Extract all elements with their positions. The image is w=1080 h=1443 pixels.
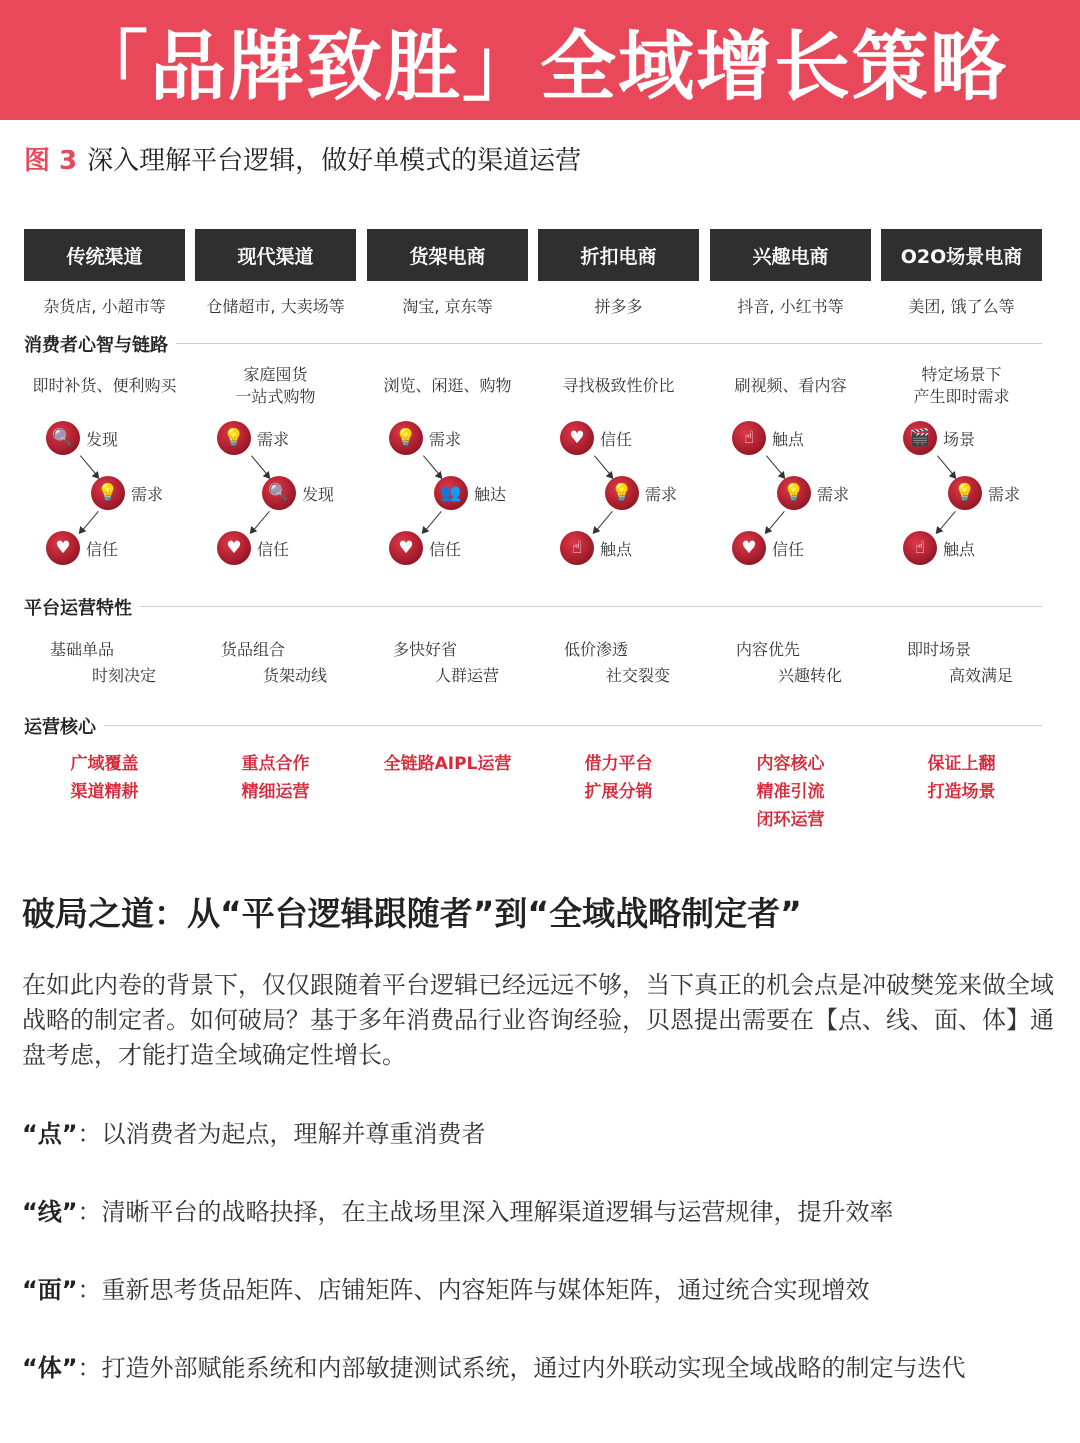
platform-feature: 货架动线 [263, 666, 328, 685]
platform-feature: 高效满足 [949, 666, 1014, 685]
article-paragraph: 在如此内卷的背景下，仅仅跟随着平台逻辑已经远远不够，当下真正的机会点是冲破樊笼来做全域战略的制定者。如何破局？基于多年消费品行业咨询经验，贝恩提出需要在【点、线、面、体】通盘考虑，才能打造全域确定性增长。 [22, 971, 1054, 1069]
figure-label: 图 3 [24, 146, 78, 176]
mind-text: 家庭囤货 [243, 365, 308, 384]
flow-node-label: 信任 [600, 429, 633, 449]
platform-feature: 货品组合 [221, 640, 286, 659]
operation-core: 精细运营 [241, 782, 310, 802]
mind-text: 浏览、闲逛、购物 [383, 376, 512, 395]
lightbulb-icon: 💡 [605, 476, 639, 510]
mind-text: 产生即时需求 [913, 387, 1010, 406]
flow-arrow [80, 511, 99, 533]
flow-node-label: 需求 [257, 429, 290, 449]
flow-node-label: 发现 [86, 429, 119, 449]
channel-examples: 美团, 饿了么等 [908, 297, 1015, 316]
platform-feature: 社交裂变 [606, 666, 671, 685]
figure-caption [24, 140, 581, 177]
point-key: “体” [22, 1354, 78, 1382]
flow-arrow [594, 455, 613, 477]
section-title-mind: 消费者心智与链路 [24, 331, 176, 357]
operation-core: 渠道精耕 [70, 782, 139, 802]
channel-examples: 仓储超市, 大卖场等 [206, 297, 345, 316]
heart-icon: ♥ [560, 421, 594, 455]
flow-node-label: 触点 [600, 539, 633, 559]
heart-icon: ♥ [217, 531, 251, 565]
mind-text: 特定场景下 [921, 365, 1002, 384]
article-title: 破局之道：从“平台逻辑跟随者”到“全域战略制定者” [22, 894, 802, 933]
clapperboard-icon: 🎬 [903, 421, 937, 455]
hand-pointer-icon: ☝ [560, 531, 594, 565]
point-key: “面” [22, 1276, 78, 1304]
flow-arrow [937, 455, 956, 477]
point-key: “点” [22, 1120, 78, 1148]
channel-header: 传统渠道 [24, 229, 185, 281]
platform-feature: 内容优先 [736, 640, 801, 659]
flow-node-label: 发现 [302, 484, 335, 504]
flow-node [389, 421, 461, 455]
flow-arrow [251, 511, 270, 533]
flow-node-label: 需求 [645, 484, 678, 504]
channel-header: 现代渠道 [195, 229, 356, 281]
lightbulb-icon: 💡 [217, 421, 251, 455]
flow-arrow [766, 511, 785, 533]
operation-core: 内容核心 [756, 754, 825, 774]
channel-header: O2O场景电商 [881, 229, 1042, 281]
operation-core: 精准引流 [756, 782, 825, 802]
mind-text: 即时补货、便利购买 [32, 376, 177, 395]
flow-node-label: 信任 [257, 539, 290, 559]
point-dot [22, 1114, 486, 1149]
flow-node [732, 421, 804, 455]
header-banner [0, 0, 1080, 120]
operation-core: 广域覆盖 [70, 754, 139, 774]
flow-node-label: 需求 [429, 429, 462, 449]
flow-node [903, 421, 975, 455]
platform-feature: 多快好省 [393, 640, 458, 659]
flow-node-label: 需求 [817, 484, 850, 504]
flow-arrow [251, 455, 270, 477]
section-divider [24, 606, 1042, 607]
point-body [22, 1348, 966, 1383]
platform-feature: 兴趣转化 [778, 666, 843, 685]
flow-node-label: 场景 [943, 429, 976, 449]
flow-node-label: 触点 [943, 539, 976, 559]
platform-feature: 人群运营 [435, 666, 500, 685]
section-title-platform: 平台运营特性 [24, 594, 140, 620]
point-text: ：清晰平台的战略抉择，在主战场里深入理解渠道逻辑与运营规律，提升效率 [77, 1198, 894, 1226]
platform-feature: 低价渗透 [564, 640, 629, 659]
flow-arrow [937, 511, 956, 533]
flow-arrow [423, 511, 442, 533]
point-text: ：以消费者为起点，理解并尊重消费者 [77, 1120, 486, 1148]
hand-pointer-icon: ☝ [732, 421, 766, 455]
search-icon: 🔍 [46, 421, 80, 455]
heart-icon: ♥ [732, 531, 766, 565]
channel-examples: 杂货店, 小超市等 [43, 297, 166, 316]
operation-core: 全链路AIPL运营 [383, 754, 512, 774]
flow-node-label: 信任 [86, 539, 119, 559]
flow-node-label: 需求 [131, 484, 164, 504]
channel-header: 兴趣电商 [710, 229, 871, 281]
flow-node [91, 476, 163, 510]
point-text: ：打造外部赋能系统和内部敏捷测试系统，通过内外联动实现全域战略的制定与迭代 [77, 1354, 966, 1382]
flow-node-label: 信任 [772, 539, 805, 559]
figure-caption-text: 深入理解平台逻辑，做好单模式的渠道运营 [87, 146, 582, 176]
section-divider [24, 725, 1042, 726]
point-key: “线” [22, 1198, 78, 1226]
point-line [22, 1192, 894, 1227]
flow-node [434, 476, 506, 510]
flow-arrow [766, 455, 785, 477]
heart-icon: ♥ [389, 531, 423, 565]
flow-arrow [423, 455, 442, 477]
flow-node [262, 476, 334, 510]
channel-examples: 淘宝, 京东等 [402, 297, 493, 316]
operation-core: 闭环运营 [756, 810, 825, 830]
section-title-core: 运营核心 [24, 713, 104, 739]
operation-core: 保证上翻 [927, 754, 996, 774]
search-icon: 🔍 [262, 476, 296, 510]
operation-core: 打造场景 [927, 782, 996, 802]
flow-node-label: 需求 [988, 484, 1021, 504]
flow-node [605, 476, 677, 510]
flow-node [777, 476, 849, 510]
flow-node-label: 触点 [772, 429, 805, 449]
operation-core: 扩展分销 [584, 782, 653, 802]
flow-node [560, 421, 632, 455]
flow-node [948, 476, 1020, 510]
section-divider [24, 343, 1042, 344]
banner-title: 「品牌致胜」全域增长策略 [72, 21, 1008, 111]
operation-core: 借力平台 [584, 754, 653, 774]
mind-text: 一站式购物 [235, 387, 316, 406]
flow-arrow [80, 455, 99, 477]
platform-feature: 基础单品 [50, 640, 115, 659]
lightbulb-icon: 💡 [948, 476, 982, 510]
flow-arrow [594, 511, 613, 533]
flow-node [217, 421, 289, 455]
platform-feature: 即时场景 [907, 640, 972, 659]
hand-pointer-icon: ☝ [903, 531, 937, 565]
lightbulb-icon: 💡 [91, 476, 125, 510]
flow-node [46, 421, 118, 455]
channel-header: 货架电商 [367, 229, 528, 281]
point-surface [22, 1270, 870, 1305]
people-icon: 👥 [434, 476, 468, 510]
mind-text: 寻找极致性价比 [562, 376, 675, 395]
heart-icon: ♥ [46, 531, 80, 565]
mind-text: 刷视频、看内容 [734, 376, 847, 395]
channel-header: 折扣电商 [538, 229, 699, 281]
lightbulb-icon: 💡 [389, 421, 423, 455]
operation-core: 重点合作 [241, 754, 310, 774]
platform-feature: 时刻决定 [92, 666, 157, 685]
channel-examples: 拼多多 [594, 297, 643, 316]
lightbulb-icon: 💡 [777, 476, 811, 510]
channel-examples: 抖音, 小红书等 [737, 297, 844, 316]
flow-node-label: 信任 [429, 539, 462, 559]
point-text: ：重新思考货品矩阵、店铺矩阵、内容矩阵与媒体矩阵，通过统合实现增效 [77, 1276, 870, 1304]
flow-node-label: 触达 [474, 484, 507, 504]
